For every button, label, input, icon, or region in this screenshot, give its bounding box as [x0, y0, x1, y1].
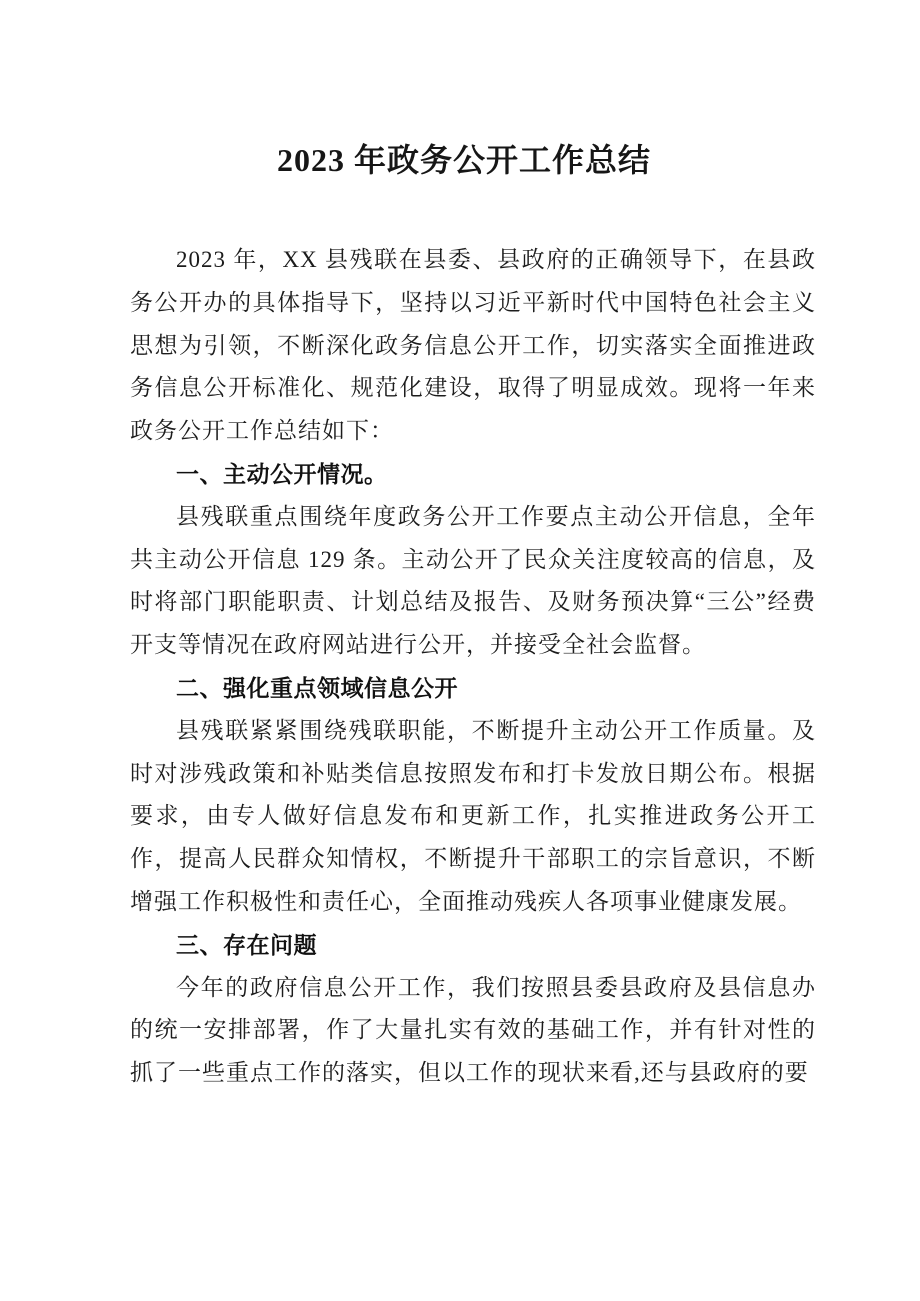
section-1-paragraph: 县残联重点围绕年度政务公开工作要点主动公开信息，全年共主动公开信息 129 条。主动公开了民众关注度较高的信息，及时将部门职能职责、计划总结及报告、及财务预决算“三公”经费开支等情况在政府网站进行公开，并接受全社会监督。: [130, 503, 816, 658]
document-title: 2023 年政务公开工作总结: [276, 142, 651, 178]
section-3-heading: 三、存在问题: [176, 931, 317, 958]
section-2-paragraph: 县残联紧紧围绕残联职能，不断提升主动公开工作质量。及时对涉残政策和补贴类信息按照发布和打卡发放日期公布。根据要求，由专人做好信息发布和更新工作，扎实推进政务公开工作，提高人民群众知情权，不断提升干部职工的宗旨意识，不断增强工作积极性和责任心，全面推动残疾人各项事业健康发展。: [130, 717, 816, 914]
intro-paragraph: 2023 年，XX 县残联在县委、县政府的正确领导下，在县政务公开办的具体指导下，坚持以习近平新时代中国特色社会主义思想为引领，不断深化政务信息公开工作，切实落实全面推进政务信息公开标准化、规范化建设，取得了明显成效。现将一年来政务公开工作总结如下：: [130, 247, 816, 444]
section-2-heading: 二、强化重点领域信息公开: [176, 674, 458, 701]
section-1-heading: 一、主动公开情况。: [176, 460, 388, 487]
section-3-paragraph: 今年的政府信息公开工作，我们按照县委县政府及县信息办的统一安排部署，作了大量扎实有效的基础工作，并有针对性的抓了一些重点工作的落实，但以工作的现状来看,还与县政府的要: [130, 974, 816, 1086]
